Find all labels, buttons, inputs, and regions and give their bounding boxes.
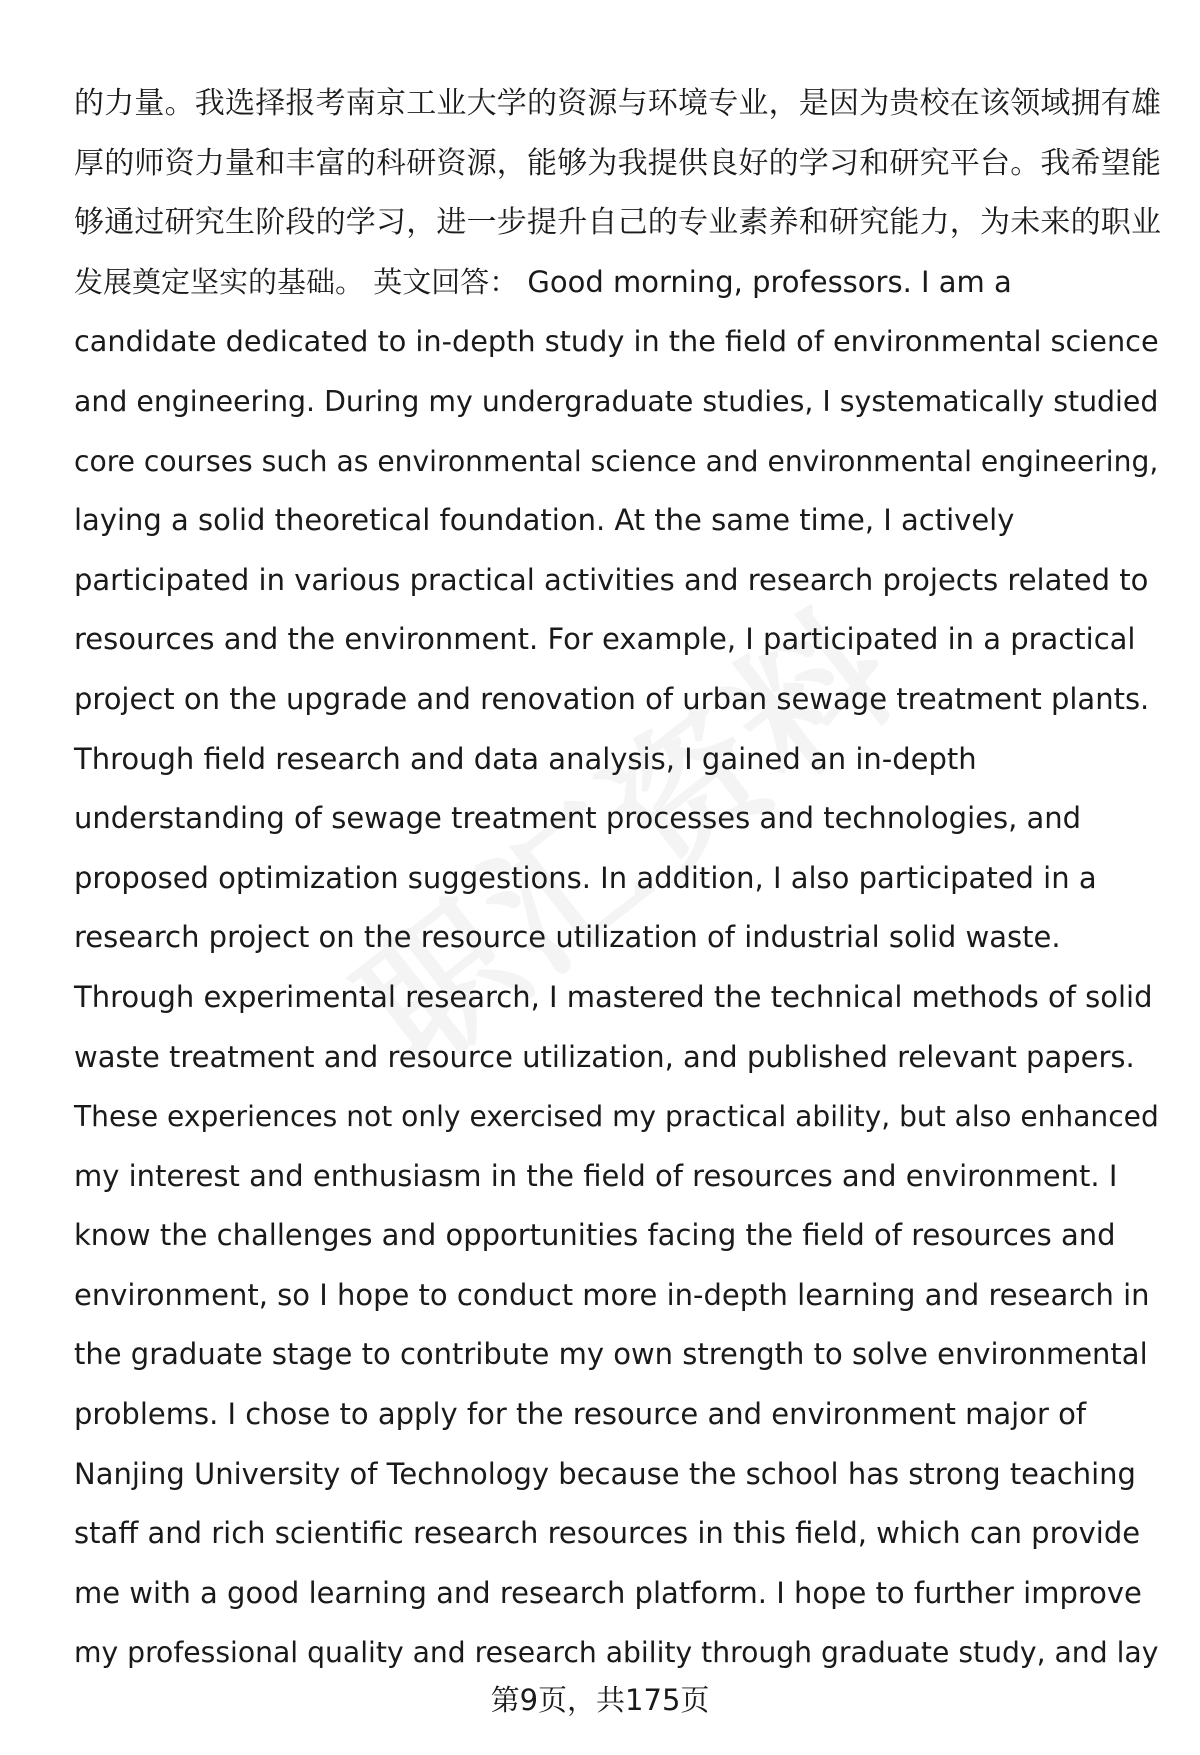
- text-line: know the challenges and opportunities facing the field of resources and: [74, 1218, 1116, 1253]
- text-line: These experiences not only exercised my practical ability, but also enhanced: [74, 1100, 1159, 1134]
- text-line: and engineering. During my undergraduate studies, I systematically studied: [74, 384, 1159, 418]
- text-line: me with a good learning and research platform. I hope to further improve: [74, 1575, 1142, 1610]
- body-text: [74, 74, 1164, 1683]
- text-line: Nanjing University of Technology because the school has strong teaching: [74, 1456, 1136, 1491]
- text-line: the graduate stage to contribute my own strength to solve environmental: [74, 1337, 1148, 1372]
- text-line: core courses such as environmental science and environmental engineering,: [74, 444, 1159, 478]
- text-line: project on the upgrade and renovation of urban sewage treatment plants.: [74, 681, 1150, 716]
- text-line: problems. I chose to apply for the resource and environment major of: [74, 1397, 1087, 1432]
- text-line: 够通过研究生阶段的学习，进一步提升自己的专业素养和研究能力，为未来的职业: [74, 205, 1162, 241]
- text-line: research project on the resource utilization of industrial solid waste.: [74, 920, 1061, 955]
- text-line: laying a solid theoretical foundation. At the same time, I actively: [74, 503, 1015, 538]
- text-line: Through experimental research, I mastered the technical methods of solid: [74, 979, 1153, 1014]
- text-line: 厚的师资力量和丰富的科研资源，能够为我提供良好的学习和研究平台。我希望能: [74, 145, 1162, 181]
- text-line: resources and the environment. For example, I participated in a practical: [74, 622, 1136, 657]
- text-line: 发展奠定坚实的基础。 英文回答： Good morning, professors. I am a: [74, 264, 1012, 299]
- text-line: proposed optimization suggestions. In addition, I also participated in a: [74, 860, 1097, 895]
- text-line: environment, so I hope to conduct more in-depth learning and research in: [74, 1277, 1150, 1312]
- text-line: my professional quality and research ability through graduate study, and lay: [74, 1636, 1159, 1670]
- text-line: my interest and enthusiasm in the field of resources and environment. I: [74, 1158, 1118, 1193]
- text-line: Through field research and data analysis, I gained an in-depth: [74, 741, 977, 776]
- text-line: waste treatment and resource utilization, and published relevant papers.: [74, 1039, 1135, 1074]
- text-line: staff and rich scientific research resources in this field, which can provide: [74, 1516, 1141, 1551]
- text-line: participated in various practical activities and research projects related to: [74, 562, 1149, 597]
- text-line: candidate dedicated to in-depth study in the field of environmental science: [74, 324, 1159, 359]
- page-number: 第9页，共175页: [490, 1683, 710, 1717]
- text-line: 的力量。我选择报考南京工业大学的资源与环境专业，是因为贵校在该领域拥有雄: [74, 86, 1162, 121]
- text-line: understanding of sewage treatment processes and technologies, and: [74, 801, 1082, 836]
